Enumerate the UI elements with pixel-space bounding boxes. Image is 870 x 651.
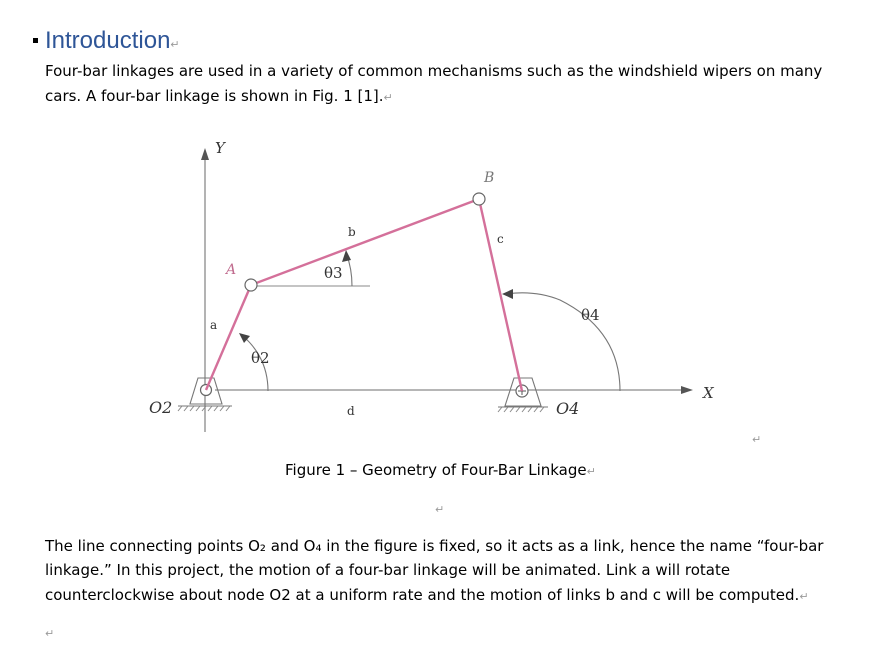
intro-line-2: cars. A four-bar linkage is shown in Fig. 1 [1].↵	[45, 87, 393, 105]
joint-a	[245, 279, 257, 291]
theta4-arc	[506, 293, 620, 391]
section-heading: Introduction↵	[45, 27, 180, 54]
theta4-label: θ4	[581, 306, 600, 324]
x-axis-arrow	[681, 386, 693, 394]
link-a-label: a	[210, 318, 218, 332]
figure-caption: Figure 1 – Geometry of Four-Bar Linkage↵	[285, 461, 596, 479]
ground-pivot-o4	[498, 378, 548, 412]
y-axis-label: Y	[215, 139, 225, 157]
link-d-label: d	[347, 404, 355, 418]
body-line-2: linkage.” In this project, the motion of a four-bar linkage will be animated. Link a will rotate	[45, 561, 731, 579]
point-b-label: B	[484, 170, 495, 186]
theta3-label: θ3	[324, 264, 343, 282]
o2-label: O2	[149, 398, 173, 417]
theta2-label: θ2	[251, 349, 270, 367]
x-axis-label: X	[703, 384, 714, 402]
point-a-label: A	[226, 262, 237, 278]
paragraph-mark: ↵	[752, 433, 762, 446]
paragraph-mark: ↵	[435, 503, 445, 516]
o4-label: O4	[556, 399, 580, 418]
joint-b	[473, 193, 485, 205]
link-b	[251, 199, 479, 285]
link-c-label: c	[497, 232, 504, 246]
paragraph-mark: ↵	[45, 627, 55, 640]
link-c	[479, 199, 522, 391]
intro-line-1: Four-bar linkages are used in a variety of common mechanisms such as the windshield wipers on many	[45, 62, 823, 80]
theta4-arrow	[502, 289, 513, 299]
y-axis-arrow	[201, 148, 209, 160]
body-line-1: The line connecting points O₂ and O₄ in the figure is fixed, so it acts as a link, hence the name “four-bar	[45, 537, 824, 555]
body-line-3: counterclockwise about node O2 at a uniform rate and the motion of links b and c will be computed.↵	[45, 586, 809, 604]
theta3-arrow	[342, 250, 351, 262]
link-b-label: b	[348, 225, 356, 239]
